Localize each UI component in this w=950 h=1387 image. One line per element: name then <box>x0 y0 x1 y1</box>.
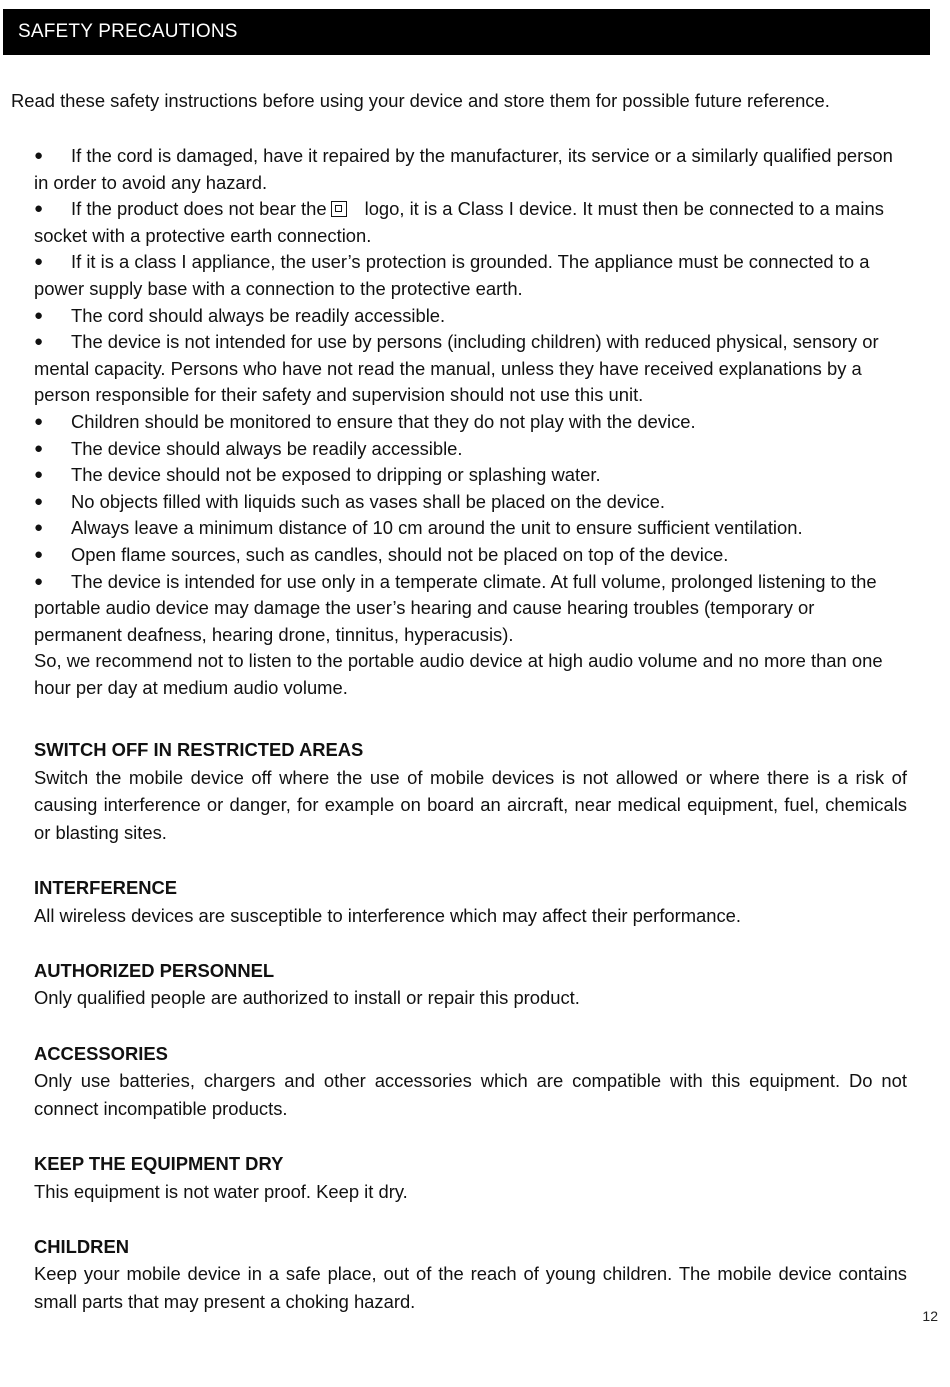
bullet-icon: ● <box>34 572 44 590</box>
section-text: Keep your mobile device in a safe place, out of the reach of young children. The mobile device contains small parts that may present a choking hazard. <box>34 1263 907 1312</box>
section-heading: KEEP THE EQUIPMENT DRY <box>34 1152 284 1174</box>
list-item: ● The device should not be exposed to dripping or splashing water. <box>34 462 907 489</box>
list-item: ● Always leave a minimum distance of 10 cm around the unit to ensure sufficient ventilation. <box>34 515 907 542</box>
section-header-bar <box>3 9 930 55</box>
list-item: ● If the product does not bear the logo, it is a Class I device. It must then be connected to a mains socket with a protective earth connection. <box>34 198 884 246</box>
list-item: ● No objects filled with liquids such as vases shall be placed on the device. <box>34 489 907 516</box>
section-authorized-personnel <box>34 957 907 1012</box>
section-text: Only qualified people are authorized to install or repair this product. <box>34 987 580 1009</box>
list-item: ● Open flame sources, such as candles, should not be placed on top of the device. <box>34 542 907 569</box>
closing-recommendation: So, we recommend not to listen to the portable audio device at high audio volume and no more than one hour per day at medium audio volume. <box>34 650 883 698</box>
bullet-icon: ● <box>34 519 44 537</box>
safety-sections <box>34 736 907 1315</box>
section-text: Only use batteries, chargers and other accessories which are compatible with this equipment. Do not connect incompatible products. <box>34 1070 907 1119</box>
list-item: ● If it is a class I appliance, the user’s protection is grounded. The appliance must be connected to a power supply base with a connection to the protective earth. <box>34 251 870 299</box>
section-text: Switch the mobile device off where the use of mobile devices is not allowed or where there is a risk of causing interference or danger, for example on board an aircraft, near medical equipment, fuel, chemicals or blasting sites. <box>34 766 907 843</box>
bullet-icon: ● <box>34 147 44 164</box>
list-item: ● If the cord is damaged, have it repaired by the manufacturer, its service or a similarly qualified person in order to avoid any hazard. <box>34 145 893 193</box>
section-heading: ACCESSORIES <box>34 1042 168 1064</box>
class-ii-double-square-icon <box>331 201 347 217</box>
section-text: This equipment is not water proof. Keep it dry. <box>34 1180 408 1202</box>
list-item: ● The device is not intended for use by persons (including children) with reduced physical, sensory or mental capacity. Persons who have not read the manual, unless they have received explanations by a person responsible for their safety and supervision should not use this unit. <box>34 331 879 406</box>
bullet-icon: ● <box>34 466 44 484</box>
bullet-icon: ● <box>34 200 44 218</box>
bullet-icon: ● <box>34 333 44 351</box>
section-restricted-areas <box>34 736 907 846</box>
section-heading: AUTHORIZED PERSONNEL <box>34 959 275 981</box>
list-item: ● The device is intended for use only in a temperate climate. At full volume, prolonged listening to the portable audio device may damage the user’s hearing and cause hearing troubles (temporary or permanent deafness, hearing drone, tinnitus, hyperacusis). <box>34 570 877 645</box>
section-heading: CHILDREN <box>34 1235 130 1257</box>
bullet-icon: ● <box>34 253 44 271</box>
section-keep-dry <box>34 1150 907 1205</box>
section-accessories <box>34 1040 907 1123</box>
bullet-icon: ● <box>34 306 44 324</box>
section-children <box>34 1233 907 1316</box>
page-title: SAFETY PRECAUTIONS <box>18 21 238 42</box>
section-heading: INTERFERENCE <box>34 876 178 898</box>
intro-paragraph: Read these safety instructions before using your device and store them for possible future reference. <box>11 90 830 111</box>
list-item: ● Children should be monitored to ensure that they do not play with the device. <box>34 409 907 436</box>
bullet-icon: ● <box>34 412 44 430</box>
page-number: 12 <box>922 1308 938 1324</box>
list-item: ● The cord should always be readily accessible. <box>34 303 907 330</box>
section-heading: SWITCH OFF IN RESTRICTED AREAS <box>34 739 364 760</box>
safety-bullet-list <box>34 143 907 701</box>
bullet-icon: ● <box>34 439 44 457</box>
section-interference <box>34 874 907 929</box>
bullet-icon: ● <box>34 545 44 563</box>
section-text: All wireless devices are susceptible to interference which may affect their performance. <box>34 904 741 926</box>
bullet-icon: ● <box>34 492 44 510</box>
list-item: ● The device should always be readily accessible. <box>34 436 907 463</box>
